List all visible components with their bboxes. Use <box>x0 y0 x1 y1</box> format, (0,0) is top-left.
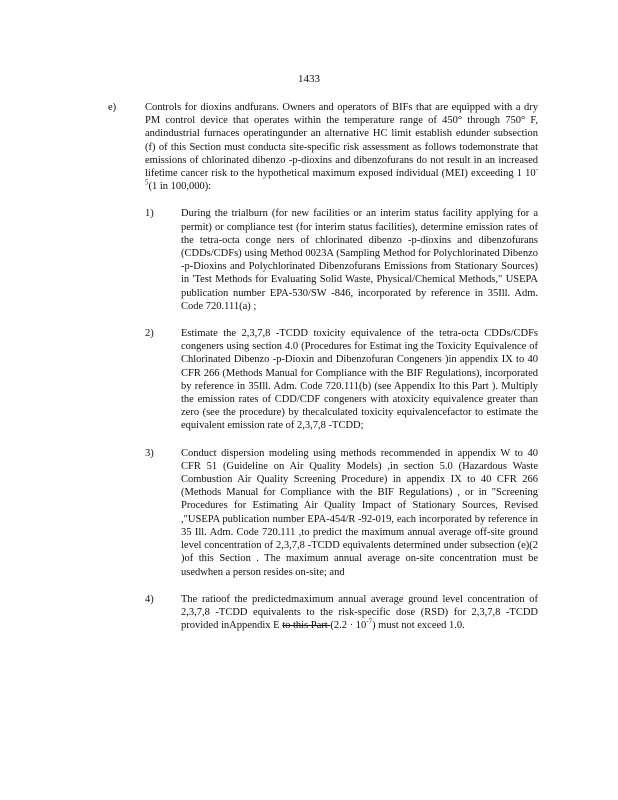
subsection-label: 1) <box>145 208 154 220</box>
subsection-text-start: The ratioof the predictedmaximum annual average ground level concentration of 2,3,7,8 -TCDD equivalents to the risk-specific dose (RSD) for 2,3,7,8 -TCDD provided inAppendix E <box>181 593 538 632</box>
page-number: 1433 <box>298 73 320 85</box>
subsection-2 <box>145 327 538 433</box>
subsection-label: 4) <box>145 593 154 605</box>
section-text: Controls for dioxins andfurans. Owners and operators of BIFs that are equipped with a dry PM control device that operates within the temperature range of 450° through 750° F, andindustrial furnaces operatingunder an alternative HC limit establish edunder subsection (f) of this Section must conducta site-specific risk assessment as follows todemonstrate that emissions of chlorinated dibenzo -p-dioxins and dibenzofurans do not result in an increased lifetime cancer risk to the hypothetical maximum exposed individual (MEI) exceeding 1 10 <box>145 102 538 180</box>
subsection-exponent: -7 <box>366 617 373 626</box>
subsection-text-end: ) must not exceed 1.0. <box>372 620 465 632</box>
section-text-end: (1 in 100,000): <box>148 181 212 193</box>
subsection-text-mid: (2.2 · 10 <box>330 620 367 632</box>
subsection-1 <box>145 207 538 313</box>
subsection-label: 3) <box>145 447 154 459</box>
subsection-3 <box>145 447 538 579</box>
subsection-4 <box>145 593 538 633</box>
subsection-text: Conduct dispersion modeling using methods recommended in appendix W to 40 CFR 51 (Guideline on Air Quality Models) ,in section 5.0 (Hazardous Waste Combustion Air Quality Screening Procedure) in appendix IX to 40 CFR 266 (Methods Manual for Compliance with the BIF Regulations) , or in "Screening Procedures for Estimating Air Quality Impact of Stationary Sources, Revised ,"USEPA publication number EPA-454/R -92-019, each incorporated by reference in 35 Ill. Adm. Code 720.111 ,to predict the maximum annual average off-site ground level concentration of 2,3,7,8 -TCDD equivalents determined under subsection (e)(2 )of this Section . The maximum annual average on-site concentration must be usedwhen a person resides on-site; and <box>181 447 538 578</box>
section-e <box>108 101 538 646</box>
subsection-text <box>181 593 538 633</box>
subsection-list <box>145 207 538 632</box>
subsection-text: During the trialburn (for new facilities or an interim status facility applying for a permit) or compliance test (for interim status facilities), determine emission rates of the tetra-octa conge ners of chlorinated dibenzo -p-dioxins and dibenzofurans (CDDs/CDFs) using Method 0023A (Sampling Method for Polychlorinated Dibenzo -p-Dioxins and Polychlorinated Dibenzofurans Emissions from Stationary Sources) in 'Test Methods for Evaluating Solid Waste, Physical/Chemical Methods," USEPA publication number EPA-530/SW -846, incorporated by reference in 35Ill. Adm. Code 720.111(a) ; <box>181 208 538 312</box>
subsection-text: Estimate the 2,3,7,8 -TCDD toxicity equivalence of the tetra-octa CDDs/CDFs congeners using section 4.0 (Procedures for Estimat ing the Toxicity Equivalence of Chlorinated Dibenzo -p-Dioxin and Dibenzofuran Congeners )in appendix IX to 40 CFR 266 (Methods Manual for Compliance with the BIF Regulations), incorporated by reference in 35Ill. Adm. Code 720.111(b) (see Appendix Ito this Part ). Multiply the emission rates of CDD/CDF congeners with atoxicity equivalence greater than zero (see the procedure) by thecalculated toxicity equivalencefactor to estimate the equivalent emission rate of 2,3,7,8 -TCDD; <box>181 328 538 432</box>
subsection-label: 2) <box>145 328 154 340</box>
section-label: e) <box>108 102 117 113</box>
struck-text: to this Part <box>282 620 331 632</box>
section-body <box>145 101 538 193</box>
section-exponent: -5 <box>145 165 538 187</box>
